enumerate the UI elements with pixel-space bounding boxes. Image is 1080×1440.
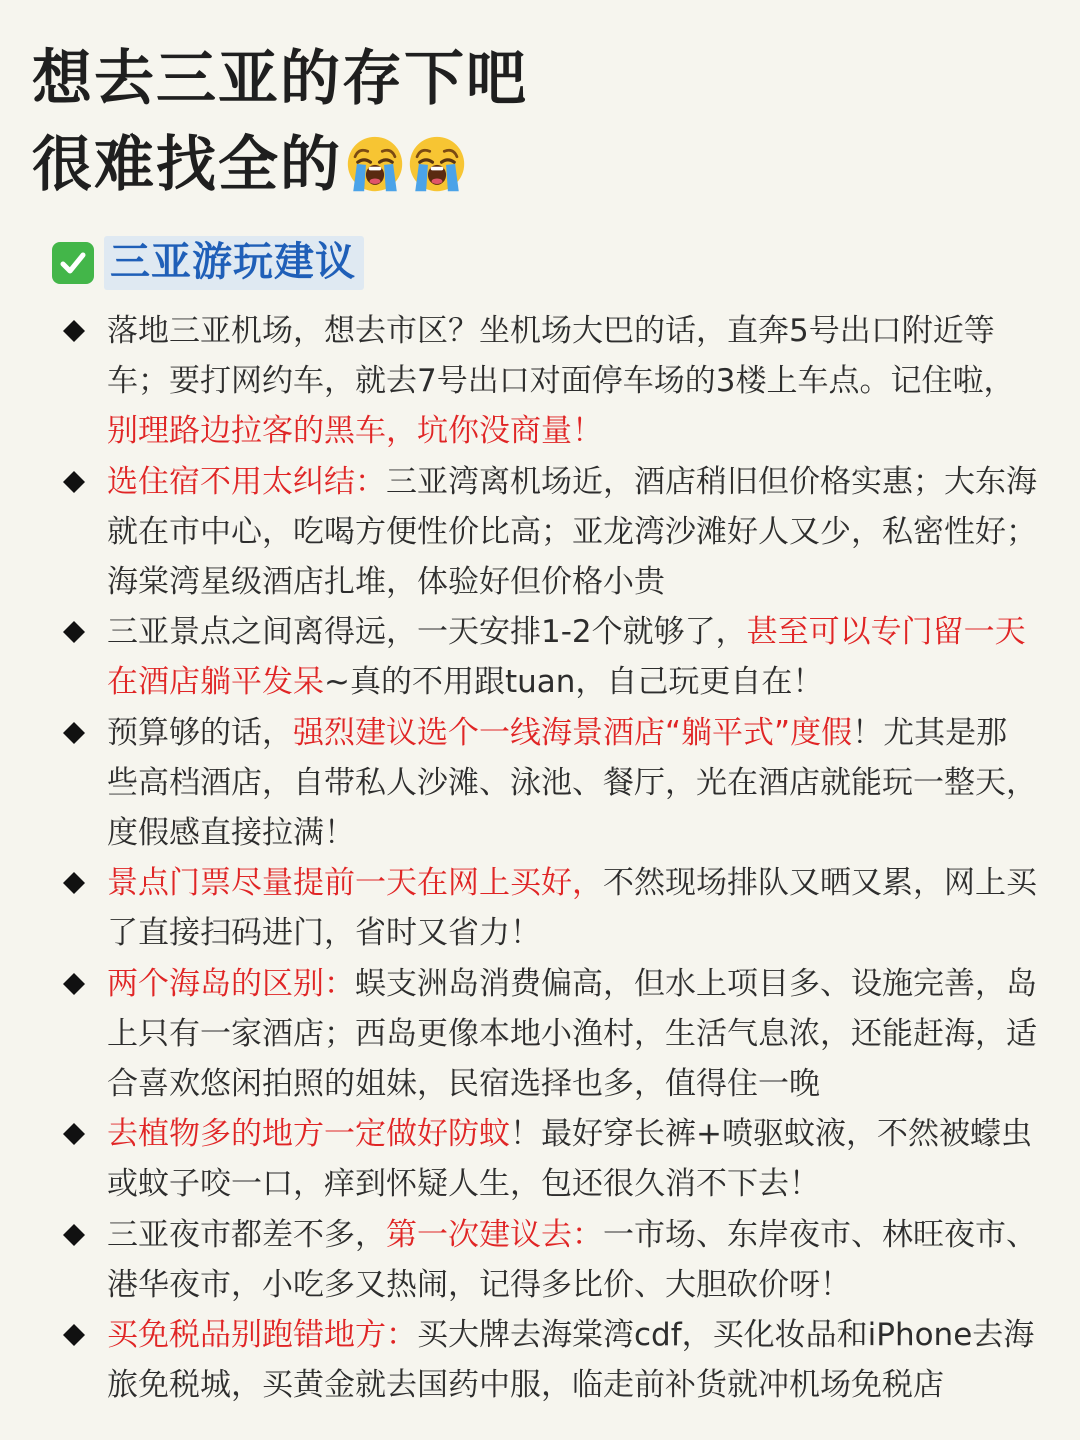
page-title xyxy=(32,36,1032,208)
body-text: ~真的不用跟tuan，自己玩更自在！ xyxy=(324,664,824,701)
list-item xyxy=(62,457,1037,608)
section-title: 三亚游玩建议 xyxy=(104,236,364,290)
body-text: 买大牌去海棠湾cdf，买化妆品和iPhone去海旅免税城，买黄金就去国药中服，临走前补货就冲机场免税店 xyxy=(107,1317,1035,1404)
list-item xyxy=(62,1310,1037,1410)
title-line-2-text: 很难找全的 xyxy=(32,130,342,200)
section-heading xyxy=(52,236,364,290)
list-item xyxy=(62,1210,1037,1310)
black-diamond-bullet-icon xyxy=(62,470,86,494)
list-item xyxy=(62,607,1037,707)
body-text: ！尤其是那些高档酒店，自带私人沙滩、泳池、餐厅，光在酒店就能玩一整天，度假感直接拉满！ xyxy=(107,714,1037,852)
black-diamond-bullet-icon xyxy=(62,972,86,996)
list-item xyxy=(62,858,1037,958)
list-item xyxy=(62,306,1037,457)
list-item xyxy=(62,1109,1037,1209)
body-text: 不然现场排队又晒又累，网上买了直接扫码进门，省时又省力！ xyxy=(107,865,1037,952)
title-line-1: 想去三亚的存下吧 xyxy=(32,44,528,114)
highlight-text: 第一次建议去： xyxy=(386,1216,603,1253)
body-text: 一市场、东岸夜市、林旺夜市、港华夜市，小吃多又热闹，记得多比价、大胆砍价呀！ xyxy=(107,1216,1037,1303)
loudly-crying-face-icon xyxy=(346,135,404,193)
list-item xyxy=(62,959,1037,1110)
loudly-crying-face-icon xyxy=(408,135,466,193)
list-item xyxy=(62,708,1037,859)
highlight-text: 甚至可以专门留一天在酒店躺平发呆 xyxy=(107,614,1026,701)
black-diamond-bullet-icon xyxy=(62,620,86,644)
body-text: 蜈支洲岛消费偏高，但水上项目多、设施完善，岛上只有一家酒店；西岛更像本地小渔村，生活气息浓，还能赶海，适合喜欢悠闲拍照的姐妹，民宿选择也多，值得住一晚 xyxy=(107,965,1037,1103)
highlight-text: 两个海岛的区别： xyxy=(107,965,355,1002)
body-text: 预算够的话， xyxy=(107,714,293,751)
check-mark-button-icon xyxy=(52,242,94,284)
black-diamond-bullet-icon xyxy=(62,1323,86,1347)
highlight-text: 去植物多的地方一定做好防蚊 xyxy=(107,1116,510,1153)
body-text: 落地三亚机场，想去市区？坐机场大巴的话，直奔5号出口附近等车；要打网约车，就去7号出口对面停车场的3楼上车点。记住啦， xyxy=(107,313,1015,400)
body-text: 三亚景点之间离得远，一天安排1-2个就够了， xyxy=(107,614,747,651)
highlight-text: 别理路边拉客的黑车，坑你没商量！ xyxy=(107,413,603,450)
highlight-text: 买免税品别跑错地方： xyxy=(107,1317,417,1354)
black-diamond-bullet-icon xyxy=(62,871,86,895)
highlight-text: 强烈建议选个一线海景酒店“躺平式”度假 xyxy=(293,714,853,751)
highlight-text: 选住宿不用太纠结： xyxy=(107,463,386,500)
black-diamond-bullet-icon xyxy=(62,721,86,745)
highlight-text: 景点门票尽量提前一天在网上买好， xyxy=(107,865,603,902)
title-line-2 xyxy=(32,122,1032,208)
body-text: ！最好穿长裤+喷驱蚊液，不然被蠓虫或蚊子咬一口，痒到怀疑人生，包还很久消不下去！ xyxy=(107,1116,1032,1203)
tips-list xyxy=(62,306,1037,1410)
body-text: 三亚湾离机场近，酒店稍旧但价格实惠；大东海就在市中心，吃喝方便性价比高；亚龙湾沙滩好人又少，私密性好；海棠湾星级酒店扎堆，体验好但价格小贵 xyxy=(107,463,1037,601)
black-diamond-bullet-icon xyxy=(62,319,86,343)
body-text: 三亚夜市都差不多， xyxy=(107,1216,386,1253)
black-diamond-bullet-icon xyxy=(62,1122,86,1146)
black-diamond-bullet-icon xyxy=(62,1223,86,1247)
